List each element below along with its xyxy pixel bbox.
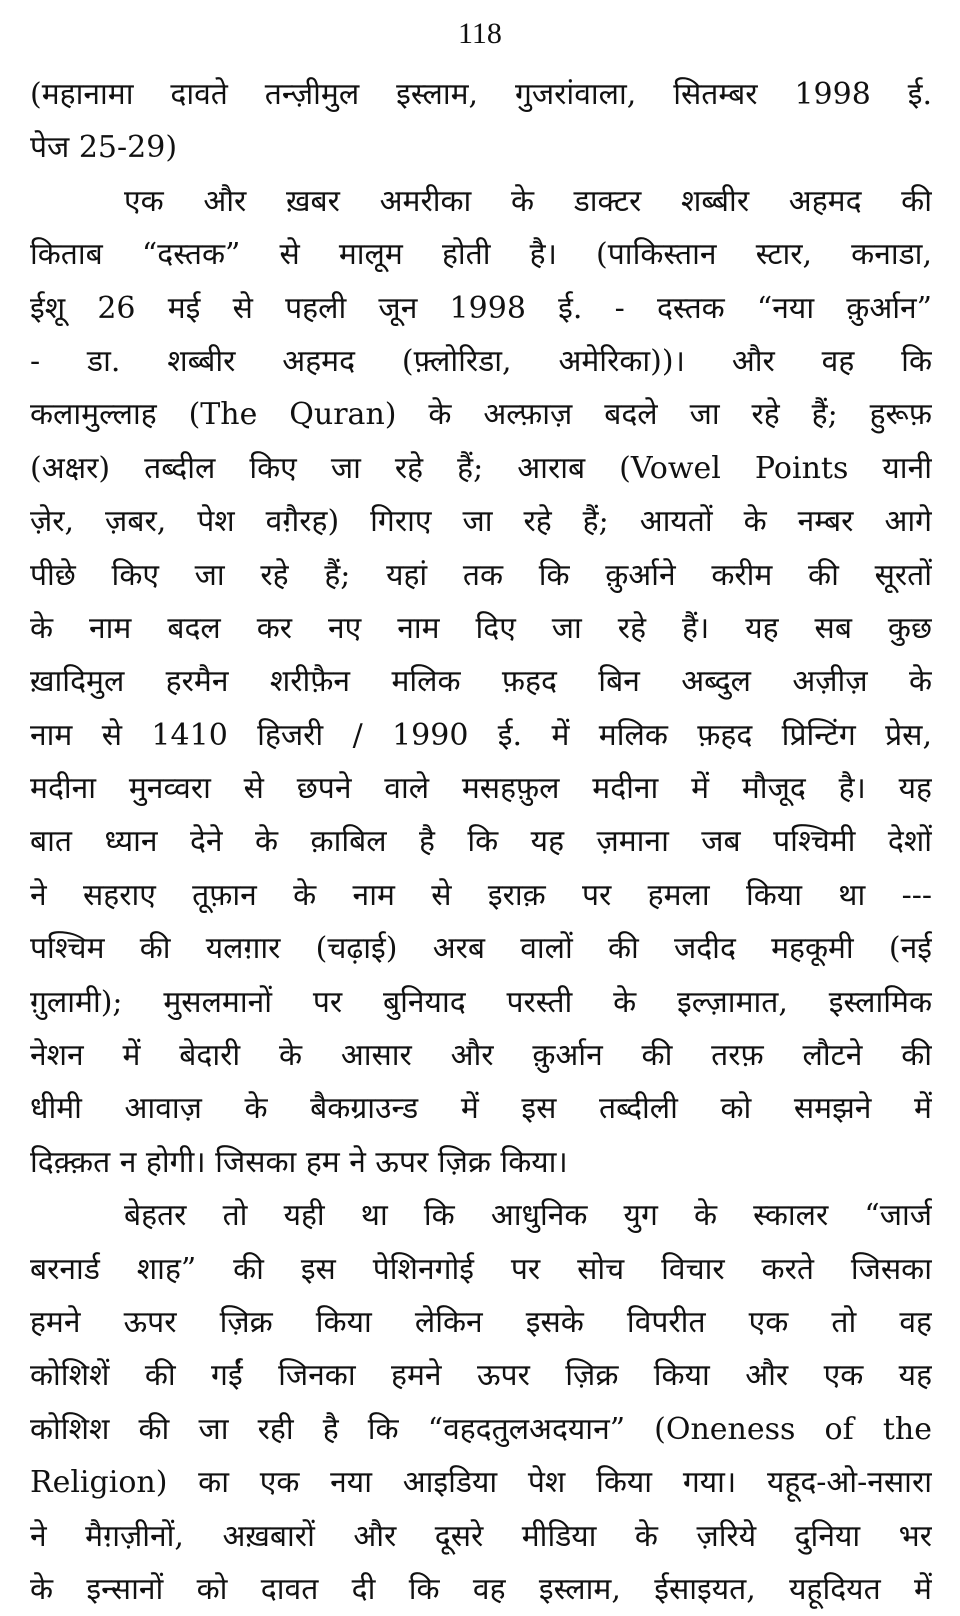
text-line: (अक्षर) तब्दील किए जा रहे हैं; आराब (Vowel Points यानी [30, 450, 932, 486]
body-text [30, 68, 932, 1616]
paragraph-start-line: बेहतर तो यही था कि आधुनिक युग के स्कालर “जार्ज [124, 1198, 932, 1234]
page-number: 118 [458, 17, 502, 50]
text-line: ने सहराए तूफ़ान के नाम से इराक़ पर हमला किया था --- [30, 877, 932, 913]
text-line: के इन्सानों को दावत दी कि वह इस्लाम, ईसाइयत, यहूदियत में [30, 1571, 932, 1607]
text-line: हमने ऊपर ज़िक्र किया लेकिन इसके विपरीत एक तो वह [30, 1304, 932, 1340]
text-line: कलामुल्लाह (The Quran) के अल्फ़ाज़ बदले जा रहे हैं; हुरूफ़ [30, 397, 932, 433]
text-line: धीमी आवाज़ के बैकग्राउन्ड में इस तब्दीली को समझने में [30, 1091, 932, 1127]
text-line: (महानामा दावते तन्ज़ीमुल इस्लाम, गुजरांवाला, सितम्बर 1998 ई. [30, 77, 932, 112]
text-line: ईशू 26 मई से पहली जून 1998 ई. - दस्तक “नया क़ुर्आन” [30, 290, 932, 326]
text-line: ने मैग़ज़ीनों, अख़बारों और दूसरे मीडिया के ज़रिये दुनिया भर [30, 1518, 932, 1554]
text-line: ग़ुलामी); मुसलमानों पर बुनियाद परस्ती के इल्ज़ामात, इस्लामिक [30, 984, 932, 1020]
text-line: मदीना मुनव्वरा से छपने वाले मसहफ़ुल मदीना में मौजूद है। यह [30, 771, 932, 807]
text-line: पीछे किए जा रहे हैं; यहां तक कि क़ुर्आने करीम की सूरतों [30, 557, 932, 593]
text-line: - डा. शब्बीर अहमद (फ़्लोरिडा, अमेरिका))। और वह कि [30, 343, 932, 379]
text-line: दिक़्क़त न होगी। जिसका हम ने ऊपर ज़िक्र किया। [30, 1144, 568, 1180]
text-line: Religion) का एक नया आइडिया पेश किया गया। यहूद-ओ-नसारा [30, 1465, 932, 1501]
text-line: पश्चिम की यलग़ार (चढ़ाई) अरब वालों की जदीद महकूमी (नई [30, 931, 932, 967]
text-line: बात ध्यान देने के क़ाबिल है कि यह ज़माना जब पश्चिमी देशों [30, 824, 932, 860]
text-line: कोशिशें की गईं जिनका हमने ऊपर ज़िक्र किया और एक यह [30, 1358, 932, 1394]
paragraph-start-line: एक और ख़बर अमरीका के डाक्टर शब्बीर अहमद की [124, 183, 932, 219]
text-line: के नाम बदल कर नए नाम दिए जा रहे हैं। यह सब कुछ [30, 610, 932, 646]
text-line: नाम से 1410 हिजरी / 1990 ई. में मलिक फ़हद प्रिन्टिंग प्रेस, [30, 717, 932, 753]
text-line: नेशन में बेदारी के आसार और क़ुर्आन की तरफ़ लौटने की [30, 1038, 932, 1074]
text-line: ख़ादिमुल हरमैन शरीफ़ैन मलिक फ़हद बिन अब्दुल अज़ीज़ के [30, 664, 932, 700]
text-line: बरनार्ड शाह” की इस पेशिनगोई पर सोच विचार करते जिसका [30, 1251, 932, 1287]
text-line: पेज 25-29) [30, 130, 178, 166]
text-line: ज़ेर, ज़बर, पेश वग़ैरह) गिराए जा रहे हैं; आयतों के नम्बर आगे [30, 504, 932, 540]
text-line: कोशिश की जा रही है कि “वहदतुलअदयान” (Oneness of the [30, 1411, 932, 1447]
text-line: किताब “दस्तक” से मालूम होती है। (पाकिस्तान स्टार, कनाडा, [30, 237, 932, 273]
